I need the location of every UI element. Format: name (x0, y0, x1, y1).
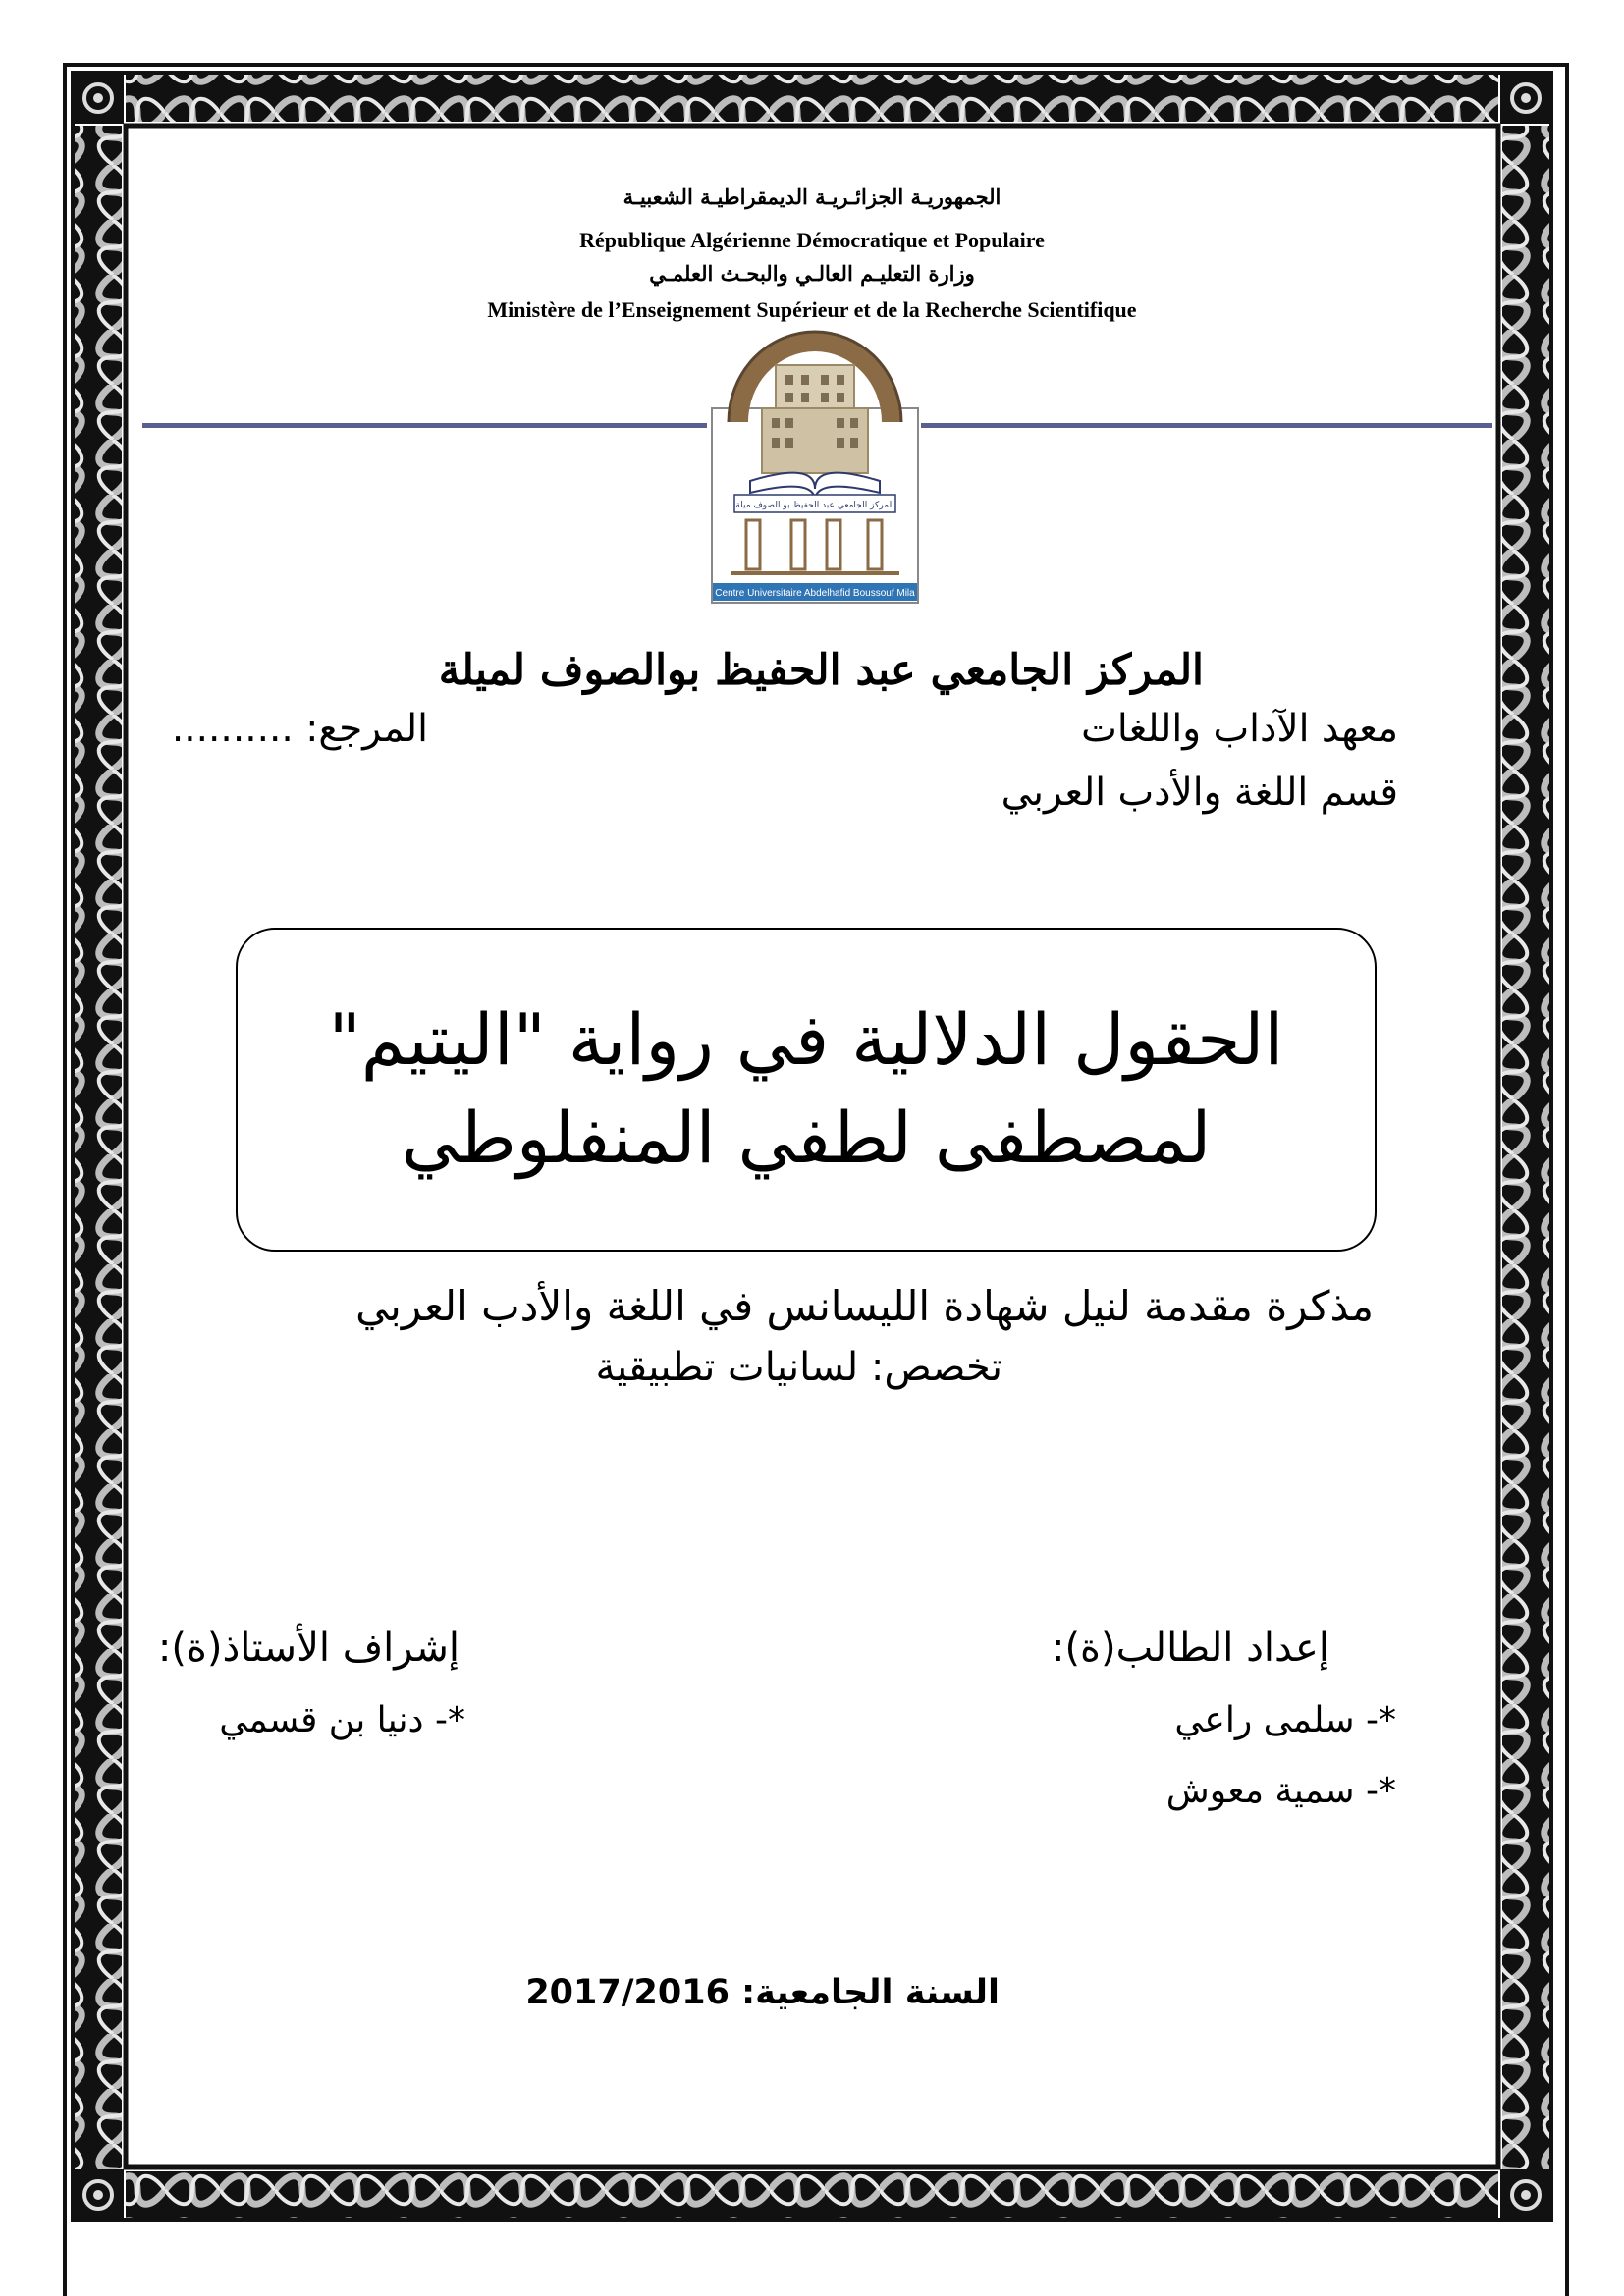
republic-arabic: الجمهوريـة الجزائـريـة الديمقراطيـة الشعبيـة (623, 185, 1001, 209)
thesis-title-box (236, 928, 1377, 1252)
academic-year: السنة الجامعية: 2017/2016 (525, 1973, 1000, 2012)
supervisor-heading: إشراف الأستاذ(ة): (157, 1626, 460, 1671)
thesis-specialty: تخصص: لسانيات تطبيقية (595, 1345, 1002, 1390)
republic-french: République Algérienne Démocratique et Populaire (579, 228, 1045, 252)
ministry-french: Ministère de l’Enseignement Supérieur et de la Recherche Scientifique (487, 297, 1137, 322)
thesis-title-line2: لمصطفى لطفي المنفلوطي (401, 1096, 1212, 1179)
institute-name: معهد الآداب واللغات (1081, 707, 1398, 751)
thesis-purpose: مذكرة مقدمة لنيل شهادة الليسانس في اللغة والأدب العربي (355, 1282, 1374, 1330)
reference-field: المرجع: .......... (171, 707, 428, 751)
supervisor-name: *- دنيا بن قسمي (219, 1700, 465, 1740)
student-name-2: *- سمية معوش (1165, 1771, 1396, 1811)
header-rule-right (921, 423, 1492, 428)
thesis-title-line1: الحقول الدلالية في رواية "اليتيم" (328, 998, 1284, 1081)
university-logo (711, 314, 919, 605)
students-heading: إعداد الطالب(ة): (1051, 1626, 1329, 1671)
logo-french-band: Centre Universitaire Abdelhafid Boussouf Mila (715, 588, 915, 599)
institution-name: المركز الجامعي عبد الحفيظ بوالصوف لميلة (438, 646, 1204, 695)
ministry-arabic: وزارة التعليـم العالـي والبحـث العلمـي (649, 261, 975, 286)
logo-arabic-band: المركز الجامعي عبد الحفيظ بو الصوف ميلة (735, 501, 894, 510)
student-name-1: *- سلمى راعي (1174, 1700, 1396, 1740)
header-rule-left (142, 423, 707, 428)
department-name: قسم اللغة والأدب العربي (1001, 771, 1398, 815)
